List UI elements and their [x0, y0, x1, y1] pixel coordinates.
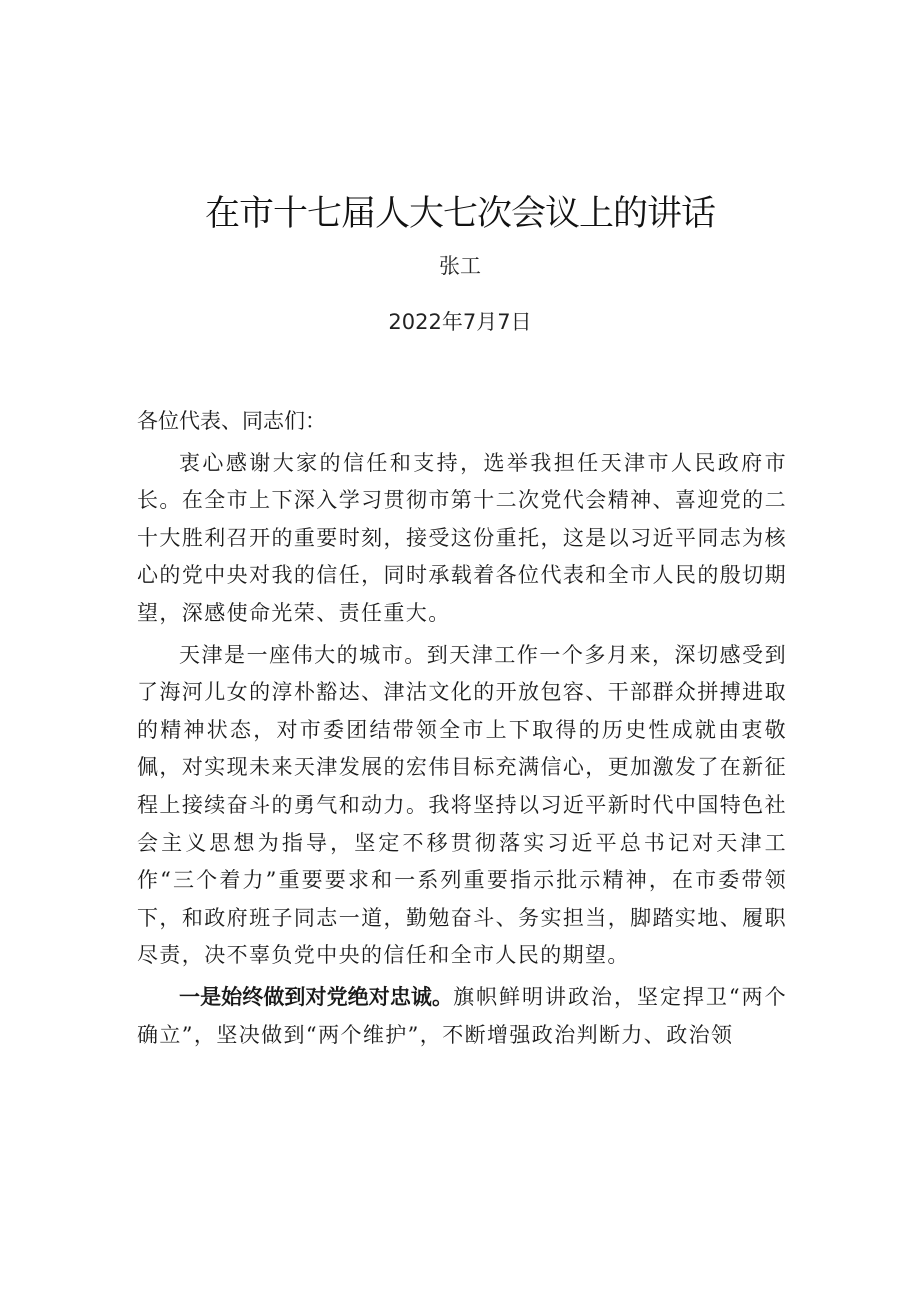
paragraph-3-lead: 一是始终做到对党绝对忠诚。 — [179, 984, 454, 1009]
paragraph-3 — [137, 979, 787, 1054]
document-date: 2022年7月7日 — [388, 310, 532, 334]
document-body — [137, 403, 787, 1054]
document-title: 在市十七届人大七次会议上的讲话 — [204, 194, 715, 234]
paragraph-2 — [137, 637, 787, 975]
paragraph-1-text: 衷心感谢大家的信任和支持，选举我担任天津市人民政府市长。在全市上下深入学习贯彻市第十二次党代会精神、喜迎党的二十大胜利召开的重要时刻，接受这份重托，这是以习近平同志为核心的党中央对我的信任，同时承载着各位代表和全市人民的殷切期望，深感使命光荣、责任重大。 — [137, 450, 787, 625]
document-author: 张工 — [439, 254, 481, 278]
paragraph-1 — [137, 445, 787, 633]
salutation: 各位代表、同志们： — [137, 409, 326, 433]
paragraph-3-text: 旗帜鲜明讲政治，坚定捍卫“两个确立”，坚决做到“两个维护”，不断增强政治判断力、政治领 — [137, 984, 787, 1047]
paragraph-2-text: 天津是一座伟大的城市。到天津工作一个多月来，深切感受到了海河儿女的淳朴豁达、津沽文化的开放包容、干部群众拼搏进取的精神状态，对市委团结带领全市上下取得的历史性成就由衷敬佩，对实现未来天津发展的宏伟目标充满信心，更加激发了在新征程上接续奋斗的勇气和动力。我将坚持以习近平新时代中国特色社会主义思想为指导，坚定不移贯彻落实习近平总书记对天津工作“三个着力”重要要求和一系列重要指示批示精神，在市委带领下，和政府班子同志一道，勤勉奋斗、务实担当，脚踏实地、履职尽责，决不辜负党中央的信任和全市人民的期望。 — [137, 642, 787, 968]
